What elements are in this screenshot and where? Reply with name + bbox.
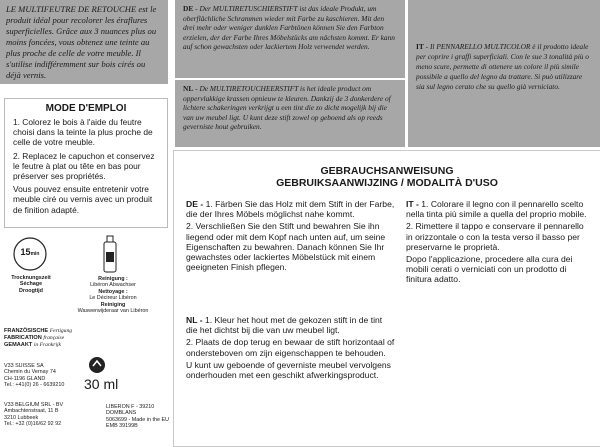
- italian-instructions: [406, 199, 592, 287]
- manufacturer-line: 5063699 - Made in the EU: [106, 416, 169, 423]
- cleaning-fr-label: Nettoyage :: [98, 288, 128, 295]
- volume: 30 ml: [84, 376, 119, 392]
- made-l3: GEMAAKT: [4, 342, 33, 349]
- made-l2b: française: [43, 335, 65, 342]
- drying-de: Trocknungszeit: [11, 275, 51, 281]
- cleaning-nl-label: Reiniging: [100, 301, 126, 308]
- french-intro-text: LE MULTIFEUTRE DE RETOUCHE est le produit idéal pour recolorer les éraflures superficielles. Grâce aux 3 nuances plus ou moins foncées, vous obtenez une teinte au plus proche de celle de votre meuble. Il s'utilise indifféremment sur bois cirés ou déjà vernis.: [6, 4, 157, 80]
- cleaning-fr-product: Le Décireur Libéron: [89, 295, 137, 302]
- made-l1: FRANZÖSISCHE: [4, 328, 49, 334]
- made-l1b: Fertigung: [49, 328, 73, 334]
- addr2-line: V33 BELGIUM SRL - BV: [4, 402, 64, 408]
- nl-step-3: U kunt uw geboende of geverniste meubel vervolgens onderhouden met een geschikt afwerkingsproduct.: [186, 359, 391, 381]
- nl-step-2: 2. Plaats de dop terug en bewaar de stift horizontaal of ondersteboven om zijn eigenschappen te behouden.: [186, 337, 395, 358]
- drying-time-icon: [10, 236, 50, 272]
- it-step-3: Dopo l'applicazione, procedere alla cura dei mobili cerati o verniciati con un prodotto di finitura adatto.: [406, 254, 573, 285]
- address-belgium: [4, 402, 84, 428]
- recycling-icon: [88, 356, 106, 374]
- mode-step-1: 1. Colorez le bois à l'aide du feutre choisi dans la teinte la plus proche de celle de votre meuble.: [13, 117, 153, 148]
- addr1-line: Tel.: +41(0) 26 - 6639210: [4, 382, 65, 389]
- dutch-code: NL: [183, 84, 194, 93]
- italian-intro-text: - Il PENNARELLO MULTICOLOR è il prodotto ideale per coprire i graffi superficiali. Con le sue 3 tonalità più o meno scure, permette di ottenere un colore il più simile possibile a quello del legno da trattare. Si può utilizzare sia sul legno cerato che su quello già verniciato.: [416, 42, 589, 91]
- instructions-title-nl-it: GEBRUIKSAANWIJZING / MODALITÀ D'USO: [276, 177, 498, 189]
- dutch-intro-panel: [175, 80, 405, 147]
- made-l3b: in Frankrijk: [33, 342, 62, 349]
- drying-fr: Séchage: [19, 281, 43, 288]
- cleaning-labels: [68, 276, 158, 314]
- cleaning-de-product: Libéron Abwachser: [90, 282, 136, 289]
- manufacturer-line: EMB 39199B: [106, 423, 138, 430]
- instructions-box: [173, 150, 600, 447]
- mode-emploi-box: [4, 98, 168, 228]
- drying-time-value: 15: [20, 247, 31, 257]
- de-step-1: 1. Färben Sie das Holz mit dem Stift in der Farbe, die der Ihres Möbels möglichst nahe kommt.: [186, 199, 395, 220]
- addr1-line: V33 SUISSE SA: [4, 363, 44, 369]
- drying-nl: Droogtijd: [19, 287, 43, 294]
- de-step-2: 2. Verschließen Sie den Stift und bewahren Sie ihn liegend oder mit dem Kopf nach unten auf, um seine Eigenschaften zu bewahren. Danach können Sie Ihr gewachstes oder lackiertes Möbelstück mit einem geeigneten Finish pflegen.: [186, 221, 386, 273]
- addr1-line: CH-1196 GLAND: [4, 375, 46, 382]
- mode-maintenance: Vous pouvez ensuite entretenir votre meuble ciré ou vernis avec un produit de finition adapté.: [13, 184, 153, 215]
- manufacturer-line: LIBERON F - 39210 DOMBLANS: [106, 404, 155, 417]
- made-in-france-logo: [4, 328, 104, 350]
- it-step-2: 2. Rimettere il tappo e conservare il pennarello in orizzontale o con la testa verso il basso per preservarne le proprietà.: [406, 221, 584, 252]
- dutch-instructions: [186, 315, 396, 382]
- dutch-intro-text: - De MULTIRETOUCHEERSTIFT is het ideale product om oppervlakkige krassen opnieuw te kleuren. Dankzij de 3 donkerdere of lichtere schakeringen verkrijgt u een tint die zo dicht mogelijk bij die van uw meubel ligt. U kunt deze stift zowel op geboend als op reeds geverniste hout gebruiken.: [183, 84, 391, 132]
- address-switzerland: [4, 363, 84, 389]
- nl-code: NL -: [186, 315, 205, 325]
- drying-time-unit: min: [30, 251, 40, 257]
- german-code: DE: [183, 4, 194, 13]
- made-l2: FABRICATION: [4, 335, 42, 342]
- french-intro-panel: [0, 0, 168, 84]
- cleaning-nl-product: Waswerwijderaar van Libéron: [77, 308, 149, 315]
- addr2-line: Ambachtenstraat, 11 B: [4, 408, 59, 415]
- addr2-line: 3210 Lubbeek: [4, 414, 39, 421]
- cleaning-de-label: Reinigung :: [98, 276, 128, 282]
- de-code: DE -: [186, 199, 206, 209]
- addr2-line: Tel.: +32 (0)16/62 92 92: [4, 421, 62, 428]
- it-step-1: 1. Colorare il legno con il pennarello scelto nella tinta più simile a quella del proprio mobile.: [406, 199, 587, 220]
- german-instructions: [186, 199, 396, 274]
- german-intro-text: - Der MULTIRETUSCHIERSTIFT ist das ideale Produkt, um oberflächliche Schrammen wieder mit Farbe zu kaschieren. Mit den drei mehr oder weniger dunklen Farbtönen können Sie den Farbton erzielen, der der Farbe Ihres Möbelstücks am nächsten kommt. Er kann auf schon gewachsten oder lackiertem Holz verwendet werden.: [183, 4, 395, 52]
- drying-labels: [4, 275, 58, 294]
- italian-code: IT: [416, 42, 424, 51]
- german-intro-panel: [175, 0, 405, 78]
- mode-step-2: 2. Replacez le capuchon et conservez le feutre à plat ou tête en bas pour préserver ses propriétés.: [13, 150, 155, 182]
- italian-intro-panel: [408, 0, 600, 147]
- addr1-line: Chemin du Vernay 74: [4, 369, 56, 376]
- nl-step-1: 1. Kleur het hout met de gekozen stift in de tint die het dichtst bij die van uw meubel ligt.: [186, 315, 383, 336]
- instructions-title-de: GEBRAUCHSANWEISUNG: [320, 165, 454, 177]
- manufacturer-info: [106, 404, 172, 430]
- mode-emploi-title: MODE D'EMPLOI: [45, 103, 127, 114]
- bottle-icon: [100, 234, 120, 274]
- it-code: IT -: [406, 199, 422, 209]
